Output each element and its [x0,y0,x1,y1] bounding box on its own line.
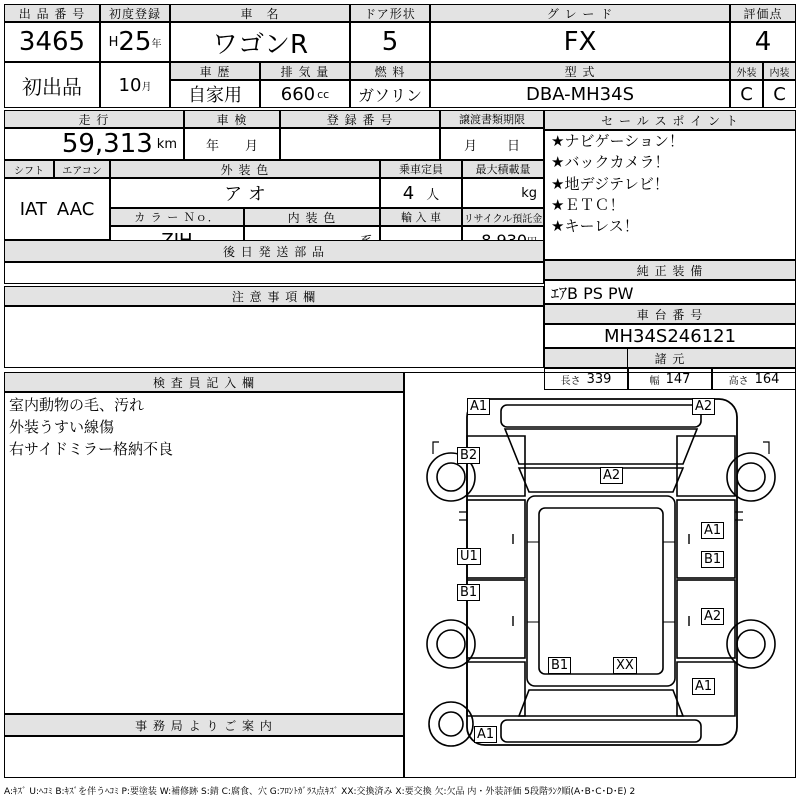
width-label: 幅 [649,375,660,387]
inspector-line-3: 右サイドミラー格納不良 [9,439,173,458]
sales-point-1: ★ナビゲーション！ [551,132,684,150]
caution-body [4,306,544,368]
later-parts-header: 後 日 発 送 部 品 [4,240,544,262]
mileage-text: 59,313 [61,129,153,159]
later-parts-value [4,262,544,284]
recycle-header: リサイクル預託金 [462,208,544,226]
sales-points-header: セ ー ル ス ポ イ ン ト [544,110,796,130]
seats-unit: 人 [426,187,440,203]
caution-header: 注 意 事 項 欄 [4,286,544,306]
damage-mark-3: B2 [457,447,480,464]
fuel-header: 燃 料 [350,62,430,80]
color-no-header: カ ラ ー Ｎｏ． [110,208,244,226]
displacement-header: 排 気 量 [260,62,350,80]
displacement-text: 660 [280,83,316,105]
grade-header: グ レ ー ド [430,4,730,22]
fuel-value [350,80,430,108]
damage-mark-9: A2 [701,608,724,625]
reg-number-header: 登 録 番 号 [280,110,440,128]
spec-header-left [544,348,628,368]
lot-no-value [4,22,100,62]
inspection-year-unit: 年 [205,138,219,154]
damage-mark-6: U1 [457,548,481,565]
door-text: 5 [381,27,399,57]
seats-header: 乗車定員 [380,160,462,178]
car-name-header: 車 名 [170,4,350,22]
ac-text: AAC [56,198,95,220]
door-shape-header: ドア形状 [350,4,430,22]
damage-mark-2: A2 [692,398,715,415]
exterior-grade-text: C [740,83,753,105]
exterior-grade-value [730,80,763,108]
damage-mark-1: A1 [467,398,490,415]
ext-color-header: 外 装 色 [110,160,380,178]
inspection-month-unit: 月 [245,138,259,154]
inspector-header: 検 査 員 記 入 欄 [4,372,404,392]
length-label: 長さ [560,375,581,387]
first-exhibit-text: 初出品 [22,74,82,99]
first-exhibit-cell [4,62,100,108]
score-value [730,22,796,62]
damage-mark-8: B1 [457,584,480,601]
grade-text: FX [563,27,597,57]
reg-era: H [108,34,119,50]
max-load-unit: kg [521,185,537,201]
equipment-header: 純 正 装 備 [544,260,796,280]
transfer-day-unit: 日 [507,138,521,154]
lot-no-text: 3465 [18,27,86,57]
width-value: 147 [665,371,691,387]
max-load-value [462,178,544,208]
shift-ac-value [4,178,110,240]
transfer-month-unit: 月 [463,138,477,154]
sales-point-5: ★キーレス！ [551,217,639,236]
sales-point-3: ★地デジテレビ！ [551,174,669,193]
displacement-unit: cc [317,87,330,101]
damage-mark-13: A1 [474,726,497,743]
legend-text: A:ｷｽﾞ U:ﾍｺﾐ B:ｷｽﾞを伴うﾍｺﾐ P:要塗装 W:補修跡 S:錆 C:腐食、穴 G:ﾌﾛﾝﾄｶﾞﾗｽ点ｷｽﾞ XX:交換済み X:要交換 欠:欠品 内・外装評価 5段階ﾗﾝｸ順(A･B･C･D･E) 2 [4,787,636,797]
mileage-unit: km [156,136,177,152]
inspection-value [184,128,280,160]
chassis-number: MH34S246121 [603,325,737,347]
length-value: 339 [586,371,612,387]
displacement-value [260,80,350,108]
reg-month-cell [100,62,170,108]
max-load-header: 最大積載量 [462,160,544,178]
first-reg-header: 初度登録 [100,4,170,22]
transfer-doc-value [440,128,544,160]
history-value [170,80,260,108]
shift-header: シフト [4,160,54,178]
height-label: 高さ [728,375,749,387]
sales-point-2: ★バックカメラ！ [551,153,670,172]
model-header: 型 式 [430,62,730,80]
history-header: 車 歴 [170,62,260,80]
score-text: 4 [754,27,772,57]
reg-month-unit: 月 [141,81,152,93]
int-color-header: 内 装 色 [244,208,380,226]
equipment-body [544,280,796,304]
height-value: 164 [754,371,780,387]
interior-grade-text: C [773,83,786,105]
reg-year-unit: 年 [151,38,162,50]
spec-header: 諸 元 [544,348,796,368]
seats-text: 4 [402,182,415,204]
fuel-text: ガソリン [357,85,422,105]
reg-year: 25 [118,27,152,57]
inspector-line-1: 室内動物の毛、汚れ [9,396,145,414]
history-text: 自家用 [188,85,242,106]
shift-text: IAT [19,198,47,220]
damage-mark-4: A2 [600,467,623,484]
import-header: 輸 入 車 [380,208,462,226]
score-header: 評価点 [730,4,796,22]
exterior-header: 外装 [730,62,763,80]
transfer-doc-header: 譲渡書類期限 [440,110,544,128]
office-body [4,736,404,778]
interior-header: 内装 [763,62,796,80]
damage-mark-12: A1 [692,678,715,695]
damage-mark-7: B1 [701,551,724,568]
sales-point-4: ★ＥＴＣ！ [551,195,625,214]
chassis-header: 車 台 番 号 [544,304,796,324]
ac-header: エアコン [54,160,110,178]
mileage-header: 走 行 [4,110,184,128]
damage-mark-10: B1 [548,657,571,674]
inspection-header: 車 検 [184,110,280,128]
first-reg-value [100,22,170,62]
damage-mark-11: XX [613,657,637,674]
model-text: DBA-MH34S [525,83,635,105]
seats-value [380,178,462,208]
car-name-text: ワゴンR [211,29,309,60]
car-outline-svg [405,372,798,772]
mileage-value [4,128,184,160]
reg-month: 10 [118,74,142,96]
equipment-text: ｴｱB PS PW [551,283,634,303]
model-value [430,80,730,108]
damage-mark-5: A1 [701,522,724,539]
car-name-value [170,22,350,62]
car-diagram [405,372,798,772]
sales-points-body [544,130,796,260]
grade-value [430,22,730,62]
door-shape-value [350,22,430,62]
interior-grade-value [763,80,796,108]
inspector-body [4,392,404,714]
inspector-line-2: 外装うすい線傷 [9,417,115,436]
chassis-value [544,324,796,348]
lot-no-header: 出 品 番 号 [4,4,100,22]
ext-color-value [110,178,380,208]
ext-color-text: ア オ [224,184,266,205]
reg-number-value [280,128,440,160]
office-header: 事 務 局 よ り ご 案 内 [4,714,404,736]
